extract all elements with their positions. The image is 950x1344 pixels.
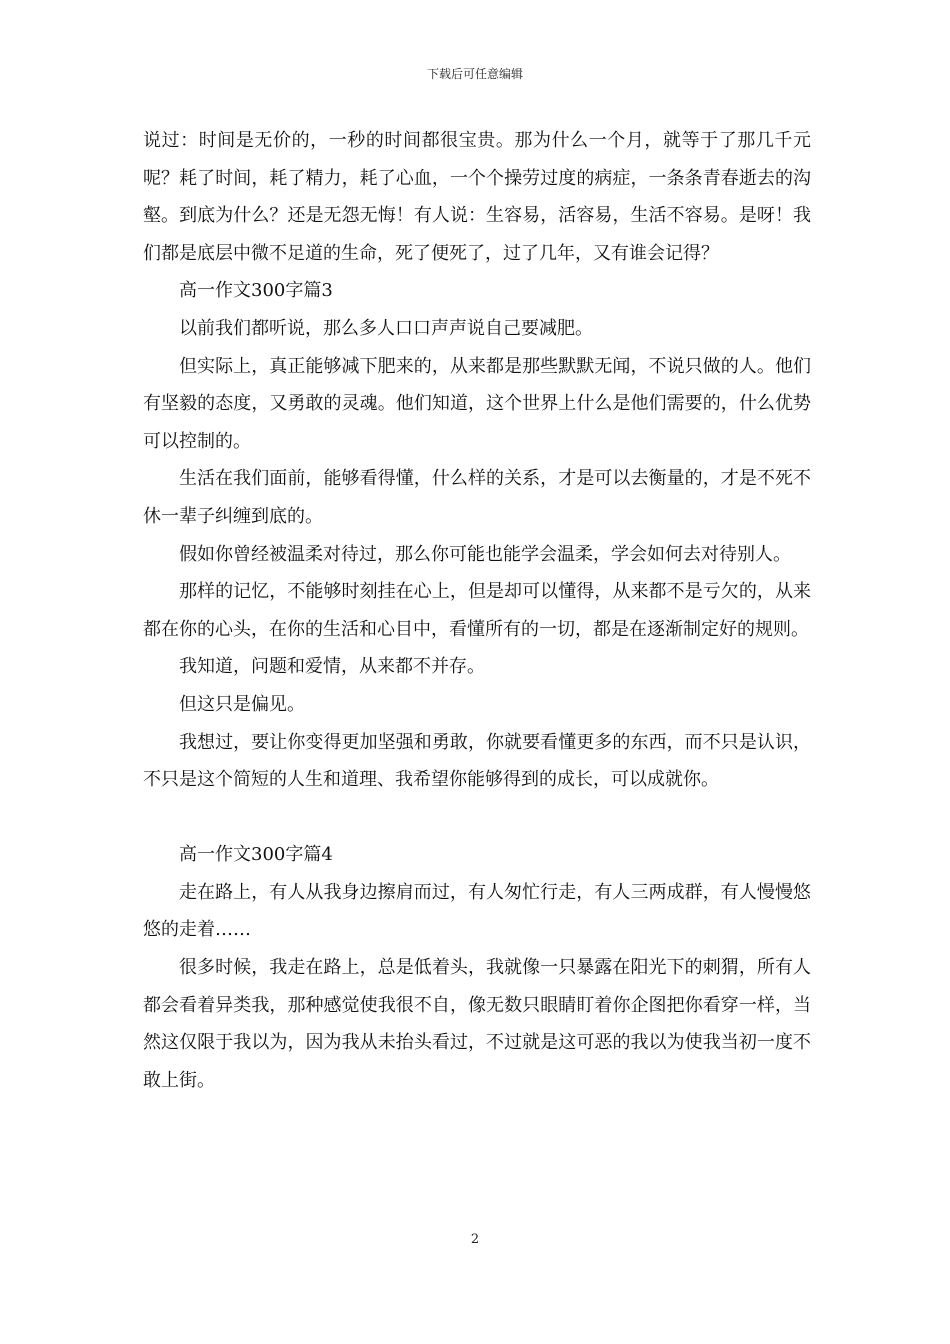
paragraph: 走在路上，有人从我身边擦肩而过，有人匆忙行走，有人三两成群，有人慢慢悠悠的走着…… xyxy=(143,881,811,941)
paragraph: 但实际上，真正能够减下肥来的，从来都是那些默默无闻，不说只做的人。他们有坚毅的态度，又勇敢的灵魂。他们知道，这个世界上什么是他们需要的，什么优势可以控制的。 xyxy=(143,355,811,452)
document-body xyxy=(143,122,811,1099)
paragraph: 那样的记忆，不能够时刻挂在心上，但是却可以懂得，从来都不是亏欠的，从来都在你的心头，在你的生活和心目中，看懂所有的一切，都是在逐渐制定好的规则。 xyxy=(143,581,811,640)
paragraph: 我想过，要让你变得更加坚强和勇敢，你就要看懂更多的东西，而不只是认识，不只是这个简短的人生和道理、我希望你能够得到的成长，可以成就你。 xyxy=(143,731,811,791)
paragraph: 以前我们都听说，那么多人口口声声说自己要减肥。 xyxy=(179,317,593,339)
section-heading: 高一作文300字篇4 xyxy=(179,844,333,866)
paragraph: 假如你曾经被温柔对待过，那么你可能也能学会温柔，学会如何去对待别人。 xyxy=(179,543,791,565)
page-number: 2 xyxy=(470,1232,480,1247)
paragraph: 生活在我们面前，能够看得懂，什么样的关系，才是可以去衡量的，才是不死不休一辈子纠缠到底的。 xyxy=(143,468,811,527)
paragraph: 很多时候，我走在路上，总是低着头，我就像一只暴露在阳光下的刺猬，所有人都会看着异类我，那种感觉使我很不自，像无数只眼睛盯着你企图把你看穿一样，当然这仅限于我以为，因为我从未抬头看过，不过就是这可恶的我以为使我当初一度不敢上街。 xyxy=(143,957,811,1091)
paragraph: 说过：时间是无价的，一秒的时间都很宝贵。那为什么一个月，就等于了那几千元呢？耗了时间，耗了精力，耗了心血，一个个操劳过度的病症，一条条青春逝去的沟壑。到底为什么？还是无怨无悔！有人说：生容易，活容易，生活不容易。是呀！我们都是底层中微不足道的生命，死了便死了，过了几年，又有谁会记得？ xyxy=(143,130,811,264)
paragraph: 我知道，问题和爱情，从来都不并存。 xyxy=(179,656,485,678)
paragraph: 但这只是偏见。 xyxy=(179,693,305,715)
blank-line xyxy=(143,799,811,837)
section-heading: 高一作文300字篇3 xyxy=(179,280,333,302)
page-header: 下载后可任意编辑 xyxy=(426,67,523,81)
